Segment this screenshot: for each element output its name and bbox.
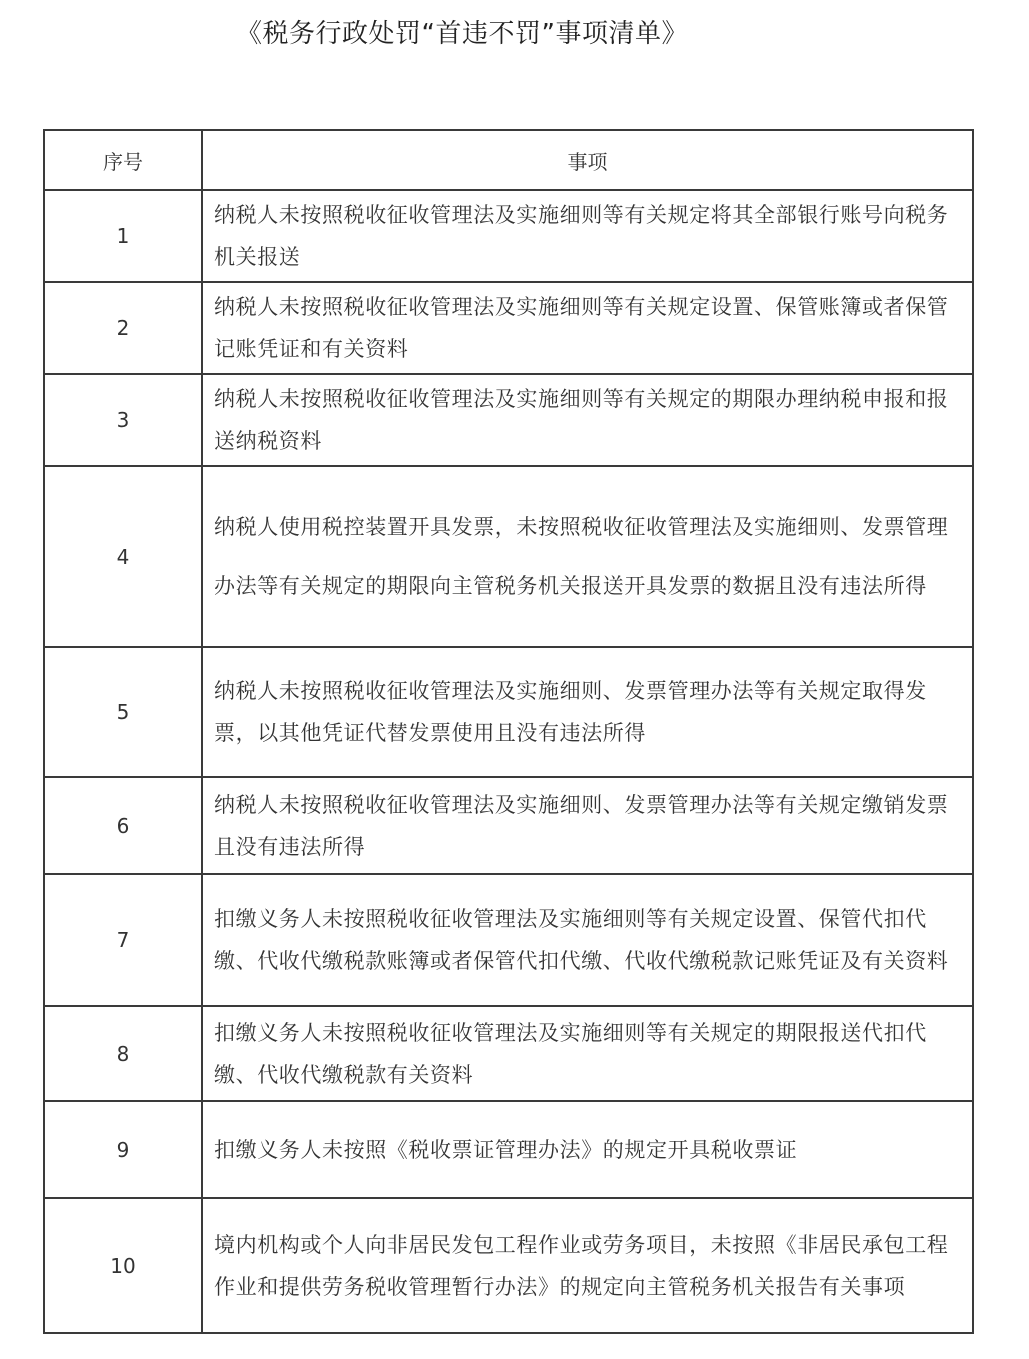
row-item-text: 扣缴义务人未按照税收征收管理法及实施细则等有关规定设置、保管代扣代缴、代收代缴税款账簿或者保管代扣代缴、代收代缴税款记账凭证及有关资料: [202, 874, 973, 1006]
row-number: 8: [44, 1006, 202, 1101]
table-row: [44, 466, 973, 647]
row-item-text: 纳税人未按照税收征收管理法及实施细则、发票管理办法等有关规定取得发票，以其他凭证代替发票使用且没有违法所得: [202, 647, 973, 777]
table-row: [44, 190, 973, 282]
row-item-text: 扣缴义务人未按照税收征收管理法及实施细则等有关规定的期限报送代扣代缴、代收代缴税款有关资料: [202, 1006, 973, 1101]
table-row: [44, 282, 973, 374]
table-row: [44, 1006, 973, 1101]
table-row: [44, 874, 973, 1006]
row-item-text: 纳税人未按照税收征收管理法及实施细则等有关规定将其全部银行账号向税务机关报送: [202, 190, 973, 282]
row-item-text: 境内机构或个人向非居民发包工程作业或劳务项目，未按照《非居民承包工程作业和提供劳务税收管理暂行办法》的规定向主管税务机关报告有关事项: [202, 1198, 973, 1333]
row-item-text: 纳税人未按照税收征收管理法及实施细则、发票管理办法等有关规定缴销发票且没有违法所得: [202, 777, 973, 874]
row-number: 4: [44, 466, 202, 647]
row-number: 6: [44, 777, 202, 874]
column-header-no: 序号: [44, 130, 202, 190]
row-item-text: 扣缴义务人未按照《税收票证管理办法》的规定开具税收票证: [202, 1101, 973, 1198]
row-number: 2: [44, 282, 202, 374]
table-row: [44, 1198, 973, 1333]
table-header-row: [44, 130, 973, 190]
column-header-item: 事项: [202, 130, 973, 190]
row-number: 5: [44, 647, 202, 777]
row-number: 3: [44, 374, 202, 466]
document-title: 《税务行政处罚“首违不罚”事项清单》: [236, 19, 688, 49]
table-row: [44, 1101, 973, 1198]
row-item-text: 纳税人未按照税收征收管理法及实施细则等有关规定的期限办理纳税申报和报送纳税资料: [202, 374, 973, 466]
table-row: [44, 647, 973, 777]
table-row: [44, 374, 973, 466]
row-item-text: 纳税人未按照税收征收管理法及实施细则等有关规定设置、保管账簿或者保管记账凭证和有关资料: [202, 282, 973, 374]
row-number: 9: [44, 1101, 202, 1198]
row-number: 7: [44, 874, 202, 1006]
row-number: 1: [44, 190, 202, 282]
first-violation-no-penalty-table: [43, 129, 974, 1334]
row-number: 10: [44, 1198, 202, 1333]
row-item-text: 纳税人使用税控装置开具发票，未按照税收征收管理法及实施细则、发票管理办法等有关规定的期限向主管税务机关报送开具发票的数据且没有违法所得: [202, 466, 973, 647]
table-row: [44, 777, 973, 874]
